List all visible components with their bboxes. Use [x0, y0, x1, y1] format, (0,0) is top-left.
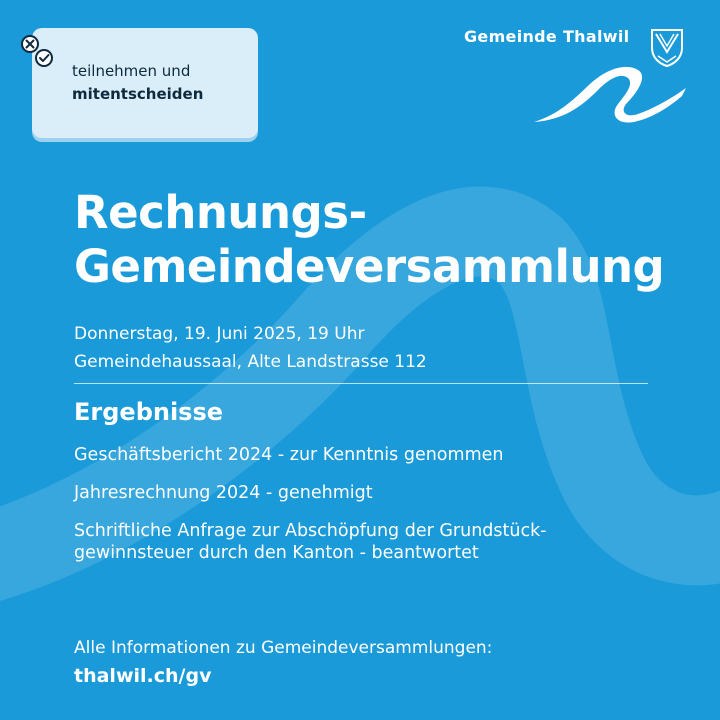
title-line1: Rechnungs-: [74, 186, 367, 239]
footer-info: Alle Informationen zu Gemeindeversammlungen:: [74, 638, 493, 658]
event-details: [74, 320, 427, 376]
page-title: [74, 186, 664, 294]
results-heading: Ergebnisse: [74, 398, 224, 426]
badge-card: [32, 28, 258, 138]
event-location: Gemeindehaussaal, Alte Landstrasse 112: [74, 352, 427, 372]
divider: [74, 383, 648, 384]
result-item-line1: Schriftliche Anfrage zur Abschöpfung der Grundstück-: [74, 521, 547, 541]
vote-check-icon: [18, 32, 58, 72]
wave-logo-icon: [530, 62, 690, 128]
results-list: [74, 444, 674, 564]
event-date: Donnerstag, 19. Juni 2025, 19 Uhr: [74, 324, 365, 344]
result-item: [74, 520, 674, 564]
participation-badge: [18, 28, 268, 148]
result-item-line2: gewinnsteuer durch den Kanton - beantwortet: [74, 543, 479, 563]
badge-text-line1: teilnehmen und: [72, 62, 191, 80]
result-item: Jahresrechnung 2024 - genehmigt: [74, 483, 373, 503]
badge-text-line2: mitentscheiden: [72, 85, 204, 103]
result-item: Geschäftsbericht 2024 - zur Kenntnis genommen: [74, 445, 504, 465]
footer-link[interactable]: thalwil.ch/gv: [74, 665, 212, 687]
title-line2: Gemeindeversammlung: [74, 240, 665, 293]
municipality-name: Gemeinde Thalwil: [464, 27, 630, 46]
